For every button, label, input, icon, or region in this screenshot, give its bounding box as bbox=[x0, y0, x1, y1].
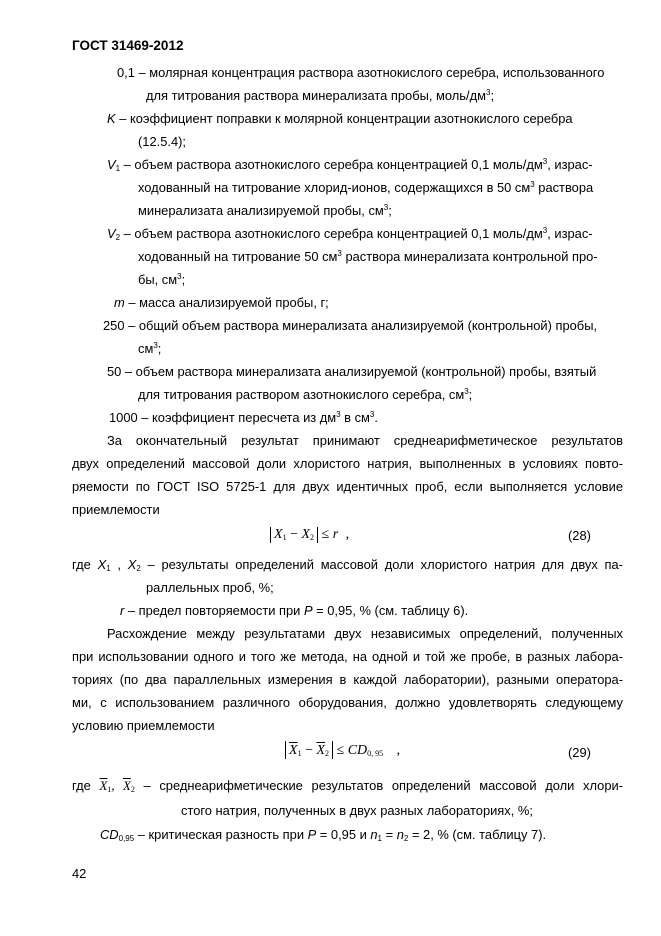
def-text: раствора bbox=[534, 180, 594, 195]
superscript: 3 bbox=[369, 410, 375, 419]
def-K-line2: (12.5.4); bbox=[138, 134, 187, 149]
def-text: см bbox=[138, 341, 154, 356]
def-text: – молярная концентрация раствора азотнокислого серебра, использованного bbox=[134, 65, 605, 80]
le-sign: ≤ bbox=[321, 527, 330, 542]
def-text: – масса анализируемой пробы, г; bbox=[124, 295, 329, 310]
punct: ; bbox=[388, 203, 392, 218]
subscript: 2 bbox=[136, 564, 141, 573]
le-sign: ≤ bbox=[336, 743, 345, 758]
def-text: минерализата анализируемой пробы, см bbox=[138, 203, 384, 218]
def-text: – среднеарифметические результатов определений массовой доли хлори- bbox=[134, 778, 623, 793]
para2-line3: ториях (по два параллельных измерения в каждой лаборатории), разными оператора- bbox=[72, 672, 623, 687]
subscript: 2 bbox=[310, 533, 315, 542]
para1-line2: двух определений массовой доли хлористого натрия, выполненных в условиях повто- bbox=[72, 456, 623, 471]
def-CD bbox=[100, 829, 546, 842]
punct: , bbox=[111, 779, 115, 793]
var-X: X bbox=[301, 527, 311, 542]
def-text: = 0,95, % (см. таблицу 6). bbox=[312, 603, 469, 618]
page-number: 42 bbox=[72, 866, 87, 881]
def-concentration-line1 bbox=[117, 67, 604, 80]
var-X-bar: $\overline{X}$ bbox=[316, 743, 326, 758]
minus-sign: − bbox=[305, 743, 313, 758]
def-text: для титрования раствором азотнокислого серебра, см bbox=[138, 387, 465, 402]
para2-line5: условию приемлемости bbox=[72, 718, 215, 733]
var-X: X bbox=[274, 527, 283, 542]
var-P: P bbox=[307, 827, 317, 842]
subscript: 1 bbox=[377, 834, 382, 843]
def-X-line2: раллельных проб, %; bbox=[146, 580, 274, 595]
var-X-bar: $\overline{X}$ bbox=[289, 743, 298, 758]
punct: ; bbox=[181, 272, 186, 287]
document-header: ГОСТ 31469-2012 bbox=[72, 38, 184, 53]
def-Xbar-line2: стого натрия, полученных в двух разных лабораториях, %; bbox=[181, 803, 533, 818]
xbar-symbols bbox=[100, 779, 135, 793]
subscript: 2 bbox=[403, 834, 409, 843]
def-text: , израс- bbox=[547, 226, 593, 241]
def-1000 bbox=[109, 412, 378, 425]
equation-number-28: (28) bbox=[568, 528, 591, 543]
subscript: 1 bbox=[115, 164, 121, 173]
def-text: ходованный на титрование хлорид-ионов, содержащихся в 50 см bbox=[138, 180, 531, 195]
def-text: раствора минерализата контрольной про- bbox=[341, 249, 598, 264]
def-text: бы, см bbox=[138, 272, 178, 287]
punct: . bbox=[374, 410, 378, 425]
def-V2-line3 bbox=[138, 274, 185, 287]
var-n: n bbox=[396, 827, 404, 842]
subscript: 1 bbox=[106, 564, 111, 573]
subscript: 2 bbox=[130, 785, 135, 794]
superscript: 3 bbox=[383, 203, 389, 212]
formula-29 bbox=[285, 741, 400, 759]
superscript: 3 bbox=[337, 249, 342, 258]
para2-line1: Расхождение между результатами двух независимых определений, полученных bbox=[107, 626, 623, 641]
var-r: r bbox=[120, 603, 125, 618]
subscript: 1 bbox=[297, 749, 302, 758]
subscript: 2 bbox=[325, 749, 330, 758]
def-text: 1000 – коэффициент пересчета из дм bbox=[109, 410, 337, 425]
where-word: где bbox=[72, 557, 98, 572]
def-text: – критическая разность при bbox=[134, 827, 308, 842]
def-V1-line2 bbox=[138, 182, 593, 195]
abs-bars bbox=[285, 741, 333, 759]
def-text: для титрования раствора минерализата пробы, моль/дм bbox=[146, 88, 486, 103]
subscript: 1 bbox=[107, 785, 112, 794]
def-r bbox=[120, 605, 468, 618]
superscript: 3 bbox=[485, 88, 491, 97]
symbol-K: K bbox=[107, 111, 116, 126]
def-text: – объем раствора азотнокислого серебра концентрацией 0,1 моль/дм bbox=[120, 226, 543, 241]
para1-line4: приемлемости bbox=[72, 502, 160, 517]
def-concentration-line2 bbox=[146, 90, 494, 103]
def-V2-line2 bbox=[138, 251, 598, 264]
para2-line2: при использовании одного и того же метода, на одной и той же пробе, в разных лабора- bbox=[72, 649, 623, 664]
punct: = bbox=[382, 827, 397, 842]
para1-line3: ряемости по ГОСТ ISO 5725-1 для двух идентичных проб, если выполняется условие bbox=[72, 479, 623, 494]
def-V1-line1 bbox=[107, 159, 593, 172]
def-250-line2 bbox=[138, 343, 161, 356]
superscript: 3 bbox=[177, 272, 182, 281]
var-CD: CD bbox=[100, 827, 119, 842]
subscript: 0, 95 bbox=[367, 749, 384, 758]
def-text: , израс- bbox=[547, 157, 593, 172]
punct: , bbox=[110, 557, 128, 572]
var-P: P bbox=[303, 603, 313, 618]
subscript: 1 bbox=[282, 533, 287, 542]
def-text: в см bbox=[340, 410, 370, 425]
var-n: n bbox=[370, 827, 378, 842]
minus-sign: − bbox=[290, 527, 298, 542]
subscript: 0,95 bbox=[118, 834, 135, 843]
def-text: – объем раствора азотнокислого серебра концентрацией 0,1 моль/дм bbox=[120, 157, 543, 172]
equation-number-29: (29) bbox=[568, 745, 591, 760]
superscript: 3 bbox=[542, 226, 548, 235]
def-text: = 2, % (см. таблицу 7). bbox=[408, 827, 547, 842]
symbol-m: m bbox=[114, 295, 125, 310]
punct: ; bbox=[468, 387, 473, 402]
def-text: = 0,95 и bbox=[316, 827, 371, 842]
punct: ; bbox=[490, 88, 495, 103]
para1-line1: За окончательный результат принимают среднеарифметическое результатов bbox=[107, 433, 623, 448]
def-text: ходованный на титрование 50 см bbox=[138, 249, 338, 264]
symbol-V: V bbox=[107, 226, 116, 241]
var-CD: CD bbox=[347, 743, 368, 758]
def-V1-line3 bbox=[138, 205, 392, 218]
symbol-0-1: 0,1 bbox=[117, 65, 135, 80]
superscript: 3 bbox=[530, 180, 535, 189]
def-V2-line1 bbox=[107, 228, 593, 241]
def-250-line1: 250 – общий объем раствора минерализата анализируемой (контрольной) пробы, bbox=[103, 318, 598, 333]
punct: ; bbox=[157, 341, 162, 356]
var-X: X bbox=[127, 557, 137, 572]
var-r: r bbox=[332, 527, 339, 542]
superscript: 3 bbox=[542, 157, 548, 166]
def-50-line2 bbox=[138, 389, 472, 402]
superscript: 3 bbox=[464, 387, 469, 396]
para2-line4: ми, с использованием различного оборудования, должно удовлетворять следующему bbox=[72, 695, 623, 710]
def-text: – коэффициент поправки к молярной концентрации азотнокислого серебра bbox=[119, 111, 573, 126]
symbol-V: V bbox=[107, 157, 116, 172]
superscript: 3 bbox=[153, 341, 158, 350]
var-X-bar: $\overline{X}$ bbox=[122, 779, 131, 793]
def-m bbox=[114, 297, 329, 310]
def-Xbar-line1 bbox=[72, 780, 623, 793]
where-word: где bbox=[72, 778, 100, 793]
var-X-bar: $\overline{X}$ bbox=[99, 779, 108, 793]
punct: , bbox=[396, 743, 401, 758]
abs-bars bbox=[270, 527, 318, 543]
subscript: 2 bbox=[115, 233, 121, 242]
def-text: – результаты определений массовой доли хлористого натрия для двух па- bbox=[140, 557, 623, 572]
def-50-line1: 50 – объем раствора минерализата анализируемой (контрольной) пробы, взятый bbox=[107, 364, 597, 379]
def-X-line1 bbox=[72, 559, 623, 572]
punct: , bbox=[345, 527, 350, 542]
var-X: X bbox=[97, 557, 107, 572]
formula-28 bbox=[270, 527, 349, 543]
superscript: 3 bbox=[336, 410, 341, 419]
def-K-line1 bbox=[107, 113, 623, 126]
def-text: – предел повторяемости при bbox=[124, 603, 304, 618]
